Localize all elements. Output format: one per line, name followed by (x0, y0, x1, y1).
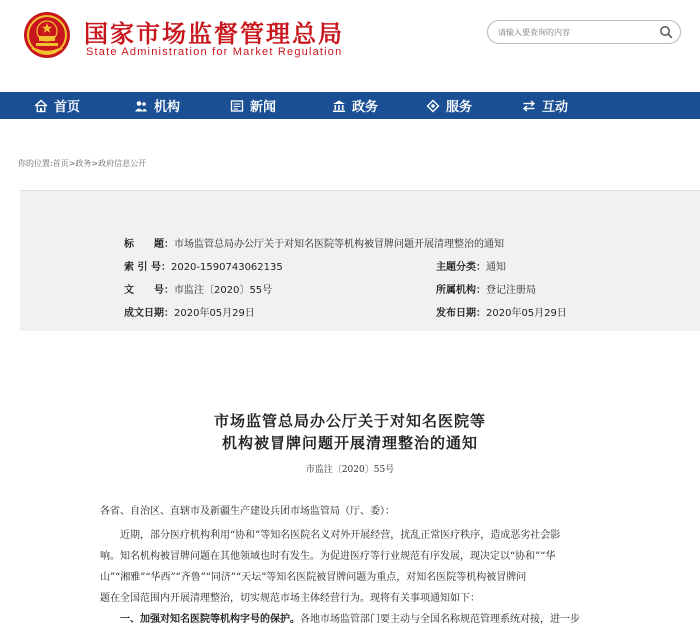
search-icon[interactable] (659, 25, 673, 39)
nav-item-service[interactable] (426, 92, 472, 119)
info-title-key: 标 题： (124, 239, 174, 250)
info-index-row (124, 258, 283, 273)
nav-item-government[interactable] (332, 92, 378, 119)
site-header (0, 0, 700, 92)
org-icon (134, 99, 148, 113)
info-org-value: 登记注册局 (486, 285, 536, 296)
nav-label-news: 新闻 (250, 100, 277, 115)
site-title[interactable]: 国家市场监督管理总局 (84, 19, 344, 48)
info-topic-key: 主题分类： (436, 262, 486, 273)
info-created-key: 成文日期： (124, 308, 174, 319)
national-emblem-icon[interactable] (22, 10, 72, 60)
breadcrumb-separator: > (91, 159, 99, 168)
nav-item-interaction[interactable] (522, 92, 568, 119)
info-title-value: 市场监管总局办公厅关于对知名医院等机构被冒牌问题开展清理整治的通知 (174, 239, 504, 250)
breadcrumb-link-government[interactable]: 政务 (75, 159, 92, 168)
interaction-icon (522, 99, 536, 113)
info-published-key: 发布日期： (436, 308, 486, 319)
breadcrumb-link-home[interactable]: 首页 (52, 159, 69, 168)
info-org-row (436, 281, 536, 296)
article-document-number: 市监注〔2020〕55号 (305, 465, 395, 475)
nav-item-org[interactable] (134, 92, 180, 119)
article-body-line: 题在全国范围内开展清理整治，切实规范市场主体经营行为。现将有关事项通知如下： (100, 593, 480, 604)
site-subtitle-english: State Administration for Market Regulation (86, 46, 343, 58)
nav-label-home: 首页 (54, 100, 81, 115)
breadcrumb-link-public-info[interactable]: 政府信息公开 (98, 159, 147, 168)
info-docno-value: 市监注〔2020〕55号 (174, 285, 273, 296)
breadcrumb-prefix: 你的位置: (18, 159, 53, 168)
article-body-line: 响。知名机构被冒牌问题在其他领域也时有发生。为促进医疗等行业规范有序发展，现决定以“协和”“华 (100, 551, 556, 562)
nav-item-news[interactable] (230, 92, 276, 119)
info-published-row (436, 304, 567, 319)
nav-label-org: 机构 (154, 100, 181, 115)
info-docno-row (124, 281, 272, 296)
article-salutation: 各省、自治区、直辖市及新疆生产建设兵团市场监管局（厅、委）： (100, 506, 395, 517)
info-title-row (124, 235, 504, 250)
info-index-value: 2020-1590743062135 (170, 262, 283, 273)
info-topic-value: 通知 (486, 262, 506, 273)
search-box (487, 20, 681, 44)
nav-label-government: 政务 (352, 100, 379, 115)
service-icon (426, 99, 440, 113)
nav-label-interaction: 互动 (542, 100, 569, 115)
info-docno-key: 文 号： (124, 285, 174, 296)
article-body-line: 近期，部分医疗机构利用“协和”等知名医院名义对外开展经营，扰乱正常医疗秩序，造成恶劣社会影 (120, 530, 561, 541)
document-info-panel (20, 190, 700, 331)
article-section-1 (120, 610, 640, 625)
info-topic-row (436, 258, 506, 273)
article-title-line-1: 市场监管总局办公厅关于对知名医院等 (213, 412, 486, 430)
info-index-key: 索 引 号： (124, 262, 171, 273)
main-navigation (0, 92, 700, 119)
article-body-line: 山”“湘雅”“华西”“齐鲁”“同济”“天坛”等知名医院被冒牌问题为重点，对知名医院等机构被冒牌问 (100, 572, 527, 583)
info-org-key: 所属机构： (436, 285, 486, 296)
nav-item-home[interactable] (34, 92, 80, 119)
home-icon (34, 99, 48, 113)
article-section-text: 各地市场监管部门要主动与全国名称规范管理系统对接，进一步 (300, 614, 580, 625)
news-icon (230, 99, 244, 113)
article-title-line-2: 机构被冒牌问题开展清理整治的通知 (221, 434, 478, 452)
info-created-row (124, 304, 255, 319)
article-section-heading: 一、加强对知名医院等机构字号的保护。 (120, 614, 300, 625)
government-icon (332, 99, 346, 113)
nav-label-service: 服务 (446, 100, 473, 115)
breadcrumb-separator: > (68, 159, 76, 168)
search-input[interactable] (498, 24, 648, 40)
info-created-value: 2020年05月29日 (174, 308, 255, 319)
info-published-value: 2020年05月29日 (486, 308, 567, 319)
breadcrumb (18, 158, 146, 169)
